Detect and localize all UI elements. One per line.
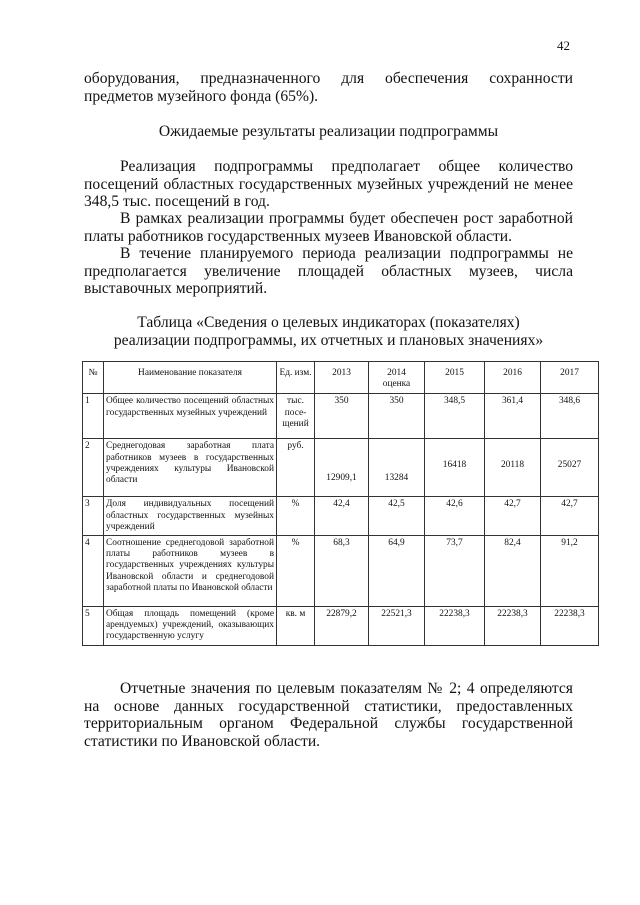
row-value-2016: 20118 <box>485 439 541 497</box>
row-name: Среднегодовая заработная плата работников музеев в государственных учреждениях культуры Ивановской области <box>104 439 277 497</box>
header-name: Наименование показателя <box>104 362 277 394</box>
row-value-2013: 12909,1 <box>315 439 369 497</box>
row-value-2015: 16418 <box>425 439 485 497</box>
row-unit: тыс. посе-щений <box>277 394 315 439</box>
row-num: 3 <box>83 497 104 536</box>
row-value-2017: 42,7 <box>541 497 599 536</box>
row-value-2013: 22879,2 <box>315 607 369 646</box>
header-2014 <box>369 362 425 394</box>
row-value-2017: 22238,3 <box>541 607 599 646</box>
row-unit: % <box>277 497 315 536</box>
row-num: 2 <box>83 439 104 497</box>
row-value-2014: 13284 <box>369 439 425 497</box>
row-value-2014: 42,5 <box>369 497 425 536</box>
row-num: 1 <box>83 394 104 439</box>
indicators-table <box>82 361 599 646</box>
header-2014-year: 2014 <box>387 368 406 378</box>
table-row <box>83 536 599 607</box>
paragraph-area: В течение планируемого периода реализации подпрограммы не предполагается увеличение площадей областных музеев, числа выставочных мероприятий. <box>84 245 573 297</box>
table-title-line2: реализации подпрограммы, их отчетных и плановых значениях» <box>113 332 544 349</box>
row-value-2016: 82,4 <box>485 536 541 607</box>
table-row <box>83 497 599 536</box>
row-unit: кв. м <box>277 607 315 646</box>
row-name: Доля индивидуальных посещений областных государственных музейных учреждений <box>104 497 277 536</box>
header-num: № <box>83 362 104 394</box>
header-2017: 2017 <box>541 362 599 394</box>
paragraph-visits: Реализация подпрограммы предполагает общее количество посещений областных государственных музейных учреждений не менее 348,5 тыс. посещений в год. <box>84 158 573 210</box>
row-value-2013: 350 <box>315 394 369 439</box>
row-value-2016: 361,4 <box>485 394 541 439</box>
table-title-line1: Таблица «Сведения о целевых индикаторах (показателях) <box>137 314 520 331</box>
paragraph-salary: В рамках реализации программы будет обеспечен рост заработной платы работников государственных музеев Ивановской области. <box>84 210 573 245</box>
row-num: 5 <box>83 607 104 646</box>
table-row <box>83 394 599 439</box>
row-value-2017: 91,2 <box>541 536 599 607</box>
row-value-2014: 350 <box>369 394 425 439</box>
table-row <box>83 607 599 646</box>
table-row <box>83 439 599 497</box>
row-value-2015: 42,6 <box>425 497 485 536</box>
row-unit: руб. <box>277 439 315 497</box>
page-number: 42 <box>557 38 570 53</box>
paragraph-equipment: оборудования, предназначенного для обеспечения сохранности предметов музейного фонда (65%). <box>84 70 573 105</box>
row-value-2015: 22238,3 <box>425 607 485 646</box>
row-name: Соотношение среднегодовой заработной платы работников музеев в государственных учреждениях культуры Ивановской области и среднегодовой заработной платы по Ивановской области <box>104 536 277 607</box>
row-value-2015: 73,7 <box>425 536 485 607</box>
header-2014-note: оценка <box>382 379 411 390</box>
header-2013: 2013 <box>315 362 369 394</box>
table-header-row <box>83 362 599 394</box>
paragraph-reporting: Отчетные значения по целевым показателям № 2; 4 определяются на основе данных государственной статистики, предоставленных территориальным органом Федеральной службы государственной статистики по Ивановской области. <box>84 680 573 750</box>
section-heading: Ожидаемые результаты реализации подпрограммы <box>158 123 499 140</box>
row-value-2016: 22238,3 <box>485 607 541 646</box>
row-unit: % <box>277 536 315 607</box>
row-value-2015: 348,5 <box>425 394 485 439</box>
row-value-2013: 68,3 <box>315 536 369 607</box>
header-2016: 2016 <box>485 362 541 394</box>
header-unit: Ед. изм. <box>277 362 315 394</box>
row-name: Общая площадь помещений (кроме арендуемых) учреждений, оказывающих государственную услугу <box>104 607 277 646</box>
row-value-2017: 348,6 <box>541 394 599 439</box>
row-name: Общее количество посещений областных государственных музейных учреждений <box>104 394 277 439</box>
row-num: 4 <box>83 536 104 607</box>
row-value-2017: 25027 <box>541 439 599 497</box>
row-value-2014: 22521,3 <box>369 607 425 646</box>
row-value-2014: 64,9 <box>369 536 425 607</box>
row-value-2016: 42,7 <box>485 497 541 536</box>
header-2015: 2015 <box>425 362 485 394</box>
row-value-2013: 42,4 <box>315 497 369 536</box>
